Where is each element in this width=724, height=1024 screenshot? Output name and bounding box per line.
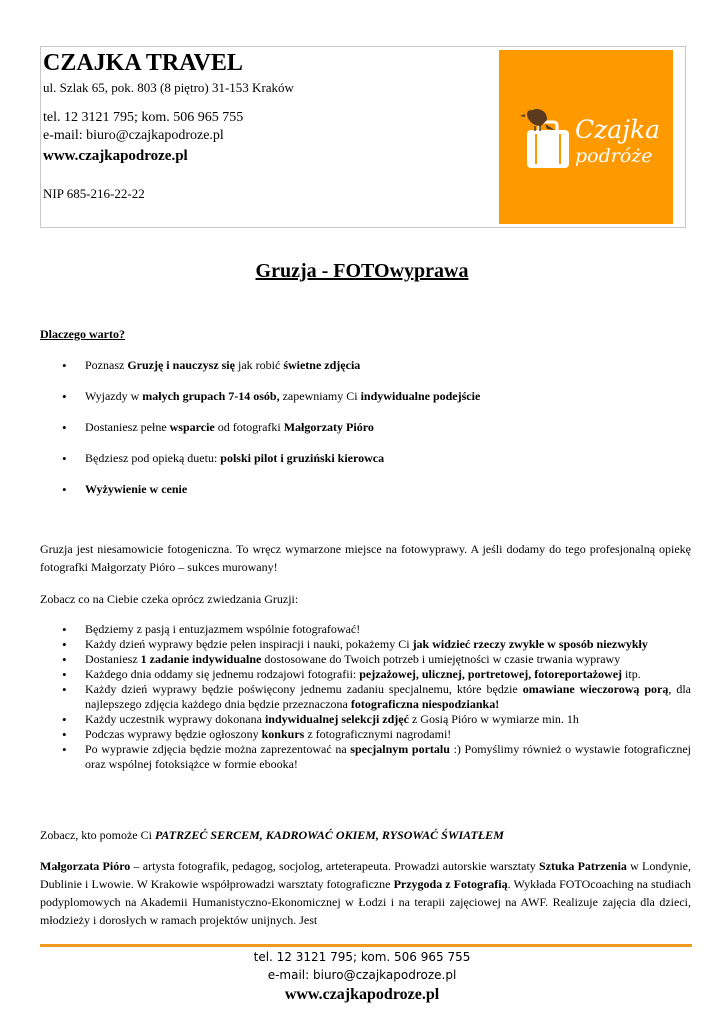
footer-phone: tel. 12 3121 795; kom. 506 965 755	[253, 950, 471, 964]
logo-text-line1: Czajka	[575, 115, 661, 144]
footer-divider	[40, 944, 692, 947]
list-item: • Podczas wyprawy będzie ogłoszony konkurs z fotograficznymi nagrodami!	[40, 727, 691, 742]
bio-paragraph: Małgorzata Pióro – artysta fotografik, pedagog, socjolog, arteterapeuta. Prowadzi autorskie warsztaty Sztuka Patrzenia w Londynie, Dublinie i Lwowie. W Krakowie współprowadzi warsztaty fotograficzne Przygoda z Fotografią. Wykłada FOTOcoaching na studiach podyplomowych na Akademii Humanistyczno-Ekonomicznej w Łodzi i na terapii zajęciowej na AWF. Realizuje zajęcia dla dzieci, młodzieży i dorosłych w ramach projektów unijnych. Jest	[40, 859, 691, 927]
company-email[interactable]: e-mail: biuro@czajkapodroze.pl	[43, 128, 224, 143]
list-item: • Dostaniesz 1 zadanie indywidualne dostosowane do Twoich potrzeb i umiejętności w czasie trwania wyprawy	[40, 652, 691, 667]
see-paragraph: Zobacz co na Ciebie czeka oprócz zwiedzania Gruzji:	[40, 592, 299, 606]
footer-email[interactable]: e-mail: biuro@czajkapodroze.pl	[267, 968, 457, 982]
list-item: • Po wyprawie zdjęcia będzie można zaprezentować na specjalnym portalu :) Pomyślimy również o wystawie fotograficznej oraz wspólnej fotoksiążce w formie ebooka!	[40, 742, 691, 772]
suitcase-bird-logo-icon	[499, 50, 673, 224]
list-item: • Poznasz Gruzję i nauczysz się jak robić świetne zdjęcia	[40, 358, 690, 389]
list-item: • Wyżywienie w cenie	[40, 482, 690, 513]
list-item: • Będziemy z pasją i entuzjazmem wspólnie fotografować!	[40, 622, 691, 637]
list-item: • Każdy uczestnik wyprawy dokonana indywidualnej selekcji zdjęć z Gosią Pióro w wymiarze min. 1h	[40, 712, 691, 727]
list-item: • Dostaniesz pełne wsparcie od fotografki Małgorzaty Pióro	[40, 420, 690, 451]
company-website[interactable]: www.czajkapodroze.pl	[43, 148, 188, 164]
list-item: • Każdy dzień wyprawy będzie poświęcony jednemu zadaniu specjalnemu, które będzie omawiane wieczorową porą, dla najlepszego zdjęcia każdego dnia będzie przeznaczona fotograficzna niespodzianka!	[40, 682, 691, 712]
helper-paragraph: Zobacz, kto pomoże Ci PATRZEĆ SERCEM, KADROWAĆ OKIEM, RYSOWAĆ ŚWIATŁEM	[40, 828, 504, 842]
company-name: CZAJKA TRAVEL	[43, 50, 243, 76]
list-item: • Każdy dzień wyprawy będzie pełen inspiracji i nauki, pokażemy Ci jak widzieć rzeczy zwykłe w sposób niezwykły	[40, 637, 691, 652]
footer-website[interactable]: www.czajkapodroze.pl	[284, 986, 440, 1003]
offer-list	[40, 622, 691, 772]
list-item: • Każdego dnia oddamy się jednemu rodzajowi fotografii: pejzażowej, ulicznej, portretowej, fotoreportażowej itp.	[40, 667, 691, 682]
why-heading: Dlaczego warto?	[40, 327, 125, 341]
list-item: • Wyjazdy w małych grupach 7-14 osób, zapewniamy Ci indywidualne podejście	[40, 389, 690, 420]
intro-paragraph: Gruzja jest niesamowicie fotogeniczna. To wręcz wymarzone miejsce na fotowyprawy. A jeśli dodamy do tego profesjonalną opiekę fotografki Małgorzaty Pióro – sukces murowany!	[40, 542, 691, 574]
company-phone: tel. 12 3121 795; kom. 506 965 755	[43, 110, 244, 125]
company-logo	[499, 50, 673, 224]
logo-text-line2: podróże	[575, 145, 653, 167]
page-title: Gruzja - FOTOwyprawa	[255, 260, 469, 282]
list-item: • Będziesz pod opieką duetu: polski pilot i gruziński kierowca	[40, 451, 690, 482]
company-nip: NIP 685-216-22-22	[43, 186, 145, 201]
company-address: ul. Szlak 65, pok. 803 (8 piętro) 31-153 Kraków	[43, 80, 294, 95]
why-list	[40, 358, 690, 513]
